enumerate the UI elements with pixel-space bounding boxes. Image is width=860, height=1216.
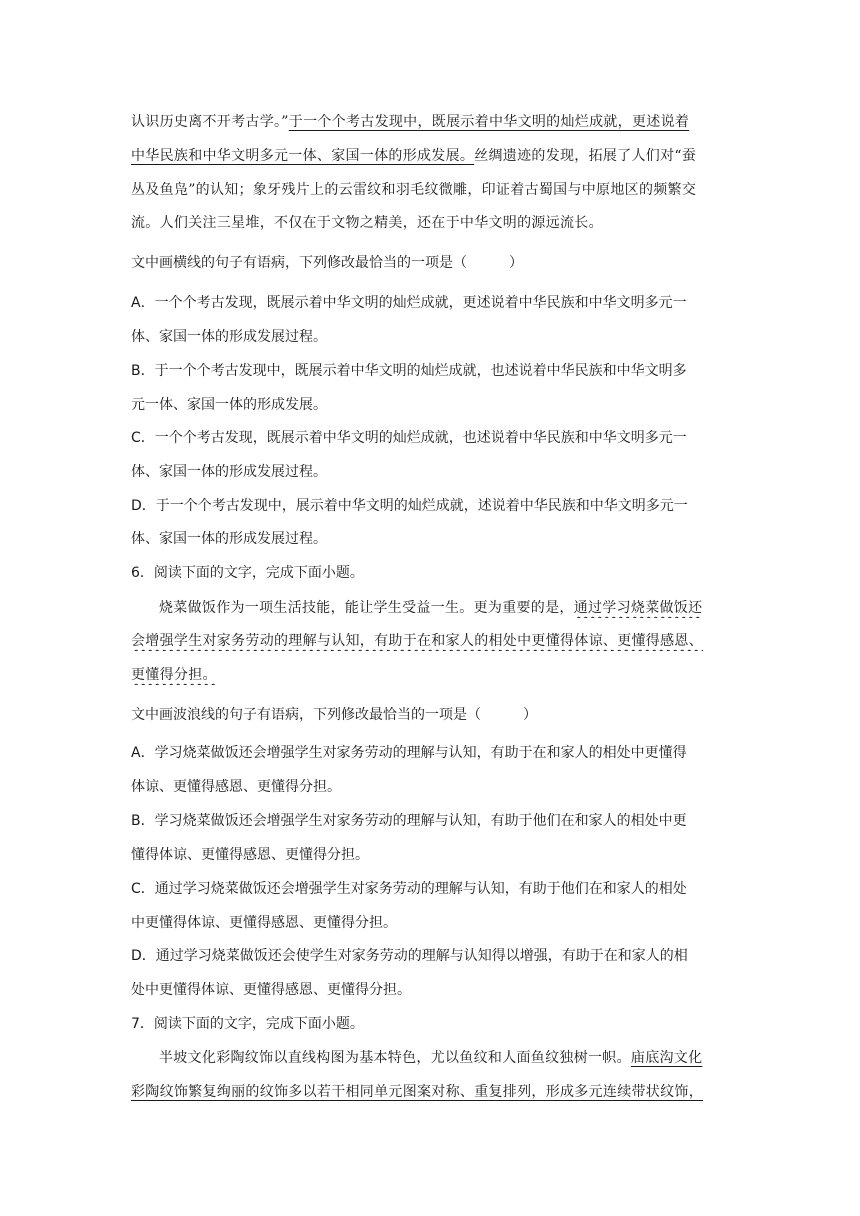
q6-option-d[interactable]: D．通过学习烧菜做饭还会使学生对家务劳动的理解与认知得以增强，有助于在和家人的相	[131, 948, 688, 964]
underlined-sentence: 彩陶纹饰繁复绚丽的纹饰多以若干相同单元图案对称、重复排列，形成多元连续带状纹饰，	[131, 1084, 703, 1100]
passage5-line-3: 丛及鱼凫”的认知；象牙残片上的云雷纹和羽毛纹微雕，印证着古蜀国与中原地区的频繁交	[131, 182, 697, 198]
q6-option-b[interactable]: B．学习烧菜做饭还会增强学生对家务劳动的理解与认知，有助于他们在和家人的相处中更	[131, 813, 687, 829]
underlined-sentence: 庙底沟文化	[630, 1050, 703, 1066]
q5-option-b[interactable]: B．于一个个考古发现中，既展示着中华文明的灿烂成就，也述说着中华民族和中华文明多	[131, 363, 687, 379]
q5-option-c-cont: 体、家国一体的形成发展过程。	[131, 464, 327, 480]
q5-stem: 文中画横线的句子有语病，下列修改最恰当的一项是（ ）	[131, 255, 523, 271]
passage5-line-2	[131, 146, 731, 166]
passage5-line-4: 流。人们关注三星堆，不仅在于文物之精美，还在于中华文明的源远流长。	[131, 215, 603, 231]
q6-heading: 6．阅读下面的文字，完成下面小题。	[131, 565, 364, 581]
q5-option-c[interactable]: C．一个个考古发现，既展示着中华文明的灿烂成就，也述说着中华民族和中华文明多元一	[131, 430, 687, 446]
underlined-sentence: 于一个个考古发现中，既展示着中华文明的灿烂成就，更述说着	[288, 114, 690, 130]
q5-option-d-cont: 体、家国一体的形成发展过程。	[131, 531, 327, 547]
passage5-text: 认识历史离不开考古学。”	[131, 114, 289, 130]
wavy-underlined-sentence: 通过学习烧菜做饭还	[573, 600, 703, 616]
q7-heading: 7．阅读下面的文字，完成下面小题。	[131, 1016, 364, 1032]
q6-option-a[interactable]: A．学习烧菜做饭还会增强学生对家务劳动的理解与认知，有助于在和家人的相处中更懂得	[131, 745, 687, 761]
passage5-line-1	[131, 112, 731, 132]
q6-option-a-cont: 体谅、更懂得感恩、更懂得分担。	[131, 779, 341, 795]
wavy-underlined-sentence: 更懂得分担。	[131, 667, 217, 683]
wavy-underlined-sentence: 会增强学生对家务劳动的理解与认知，有助于在和家人的相处中更懂得体谅、更懂得感恩、	[131, 633, 703, 649]
q6-passage-line-3	[131, 665, 731, 685]
passage5-text: 丝绸遗迹的发现，拓展了人们对“蚕	[474, 148, 697, 164]
q7-passage-line-1	[159, 1048, 731, 1068]
q6-option-b-cont: 懂得体谅、更懂得感恩、更懂得分担。	[131, 847, 369, 863]
q6-option-d-cont: 处中更懂得体谅、更懂得感恩、更懂得分担。	[131, 982, 411, 998]
passage6-text: 烧菜做饭作为一项生活技能，能让学生受益一生。更为重要的是，	[159, 600, 574, 616]
q5-option-d[interactable]: D．于一个个考古发现中，展示着中华文明的灿烂成就，述说着中华民族和中华文明多元一	[131, 498, 688, 514]
q5-option-b-cont: 元一体、家国一体的形成发展。	[131, 397, 327, 413]
q5-option-a[interactable]: A．一个个考古发现，既展示着中华文明的灿烂成就，更述说着中华民族和中华文明多元一	[131, 295, 687, 311]
q6-stem: 文中画波浪线的句子有语病，下列修改最恰当的一项是（ ）	[131, 707, 537, 723]
q6-option-c-cont: 中更懂得体谅、更懂得感恩、更懂得分担。	[131, 915, 397, 931]
underlined-sentence: 中华民族和中华文明多元一体、家国一体的形成发展。	[131, 148, 475, 164]
passage7-text: 半坡文化彩陶纹饰以直线构图为基本特色，尤以鱼纹和人面鱼纹独树一帜。	[159, 1050, 631, 1066]
q6-passage-line-1	[159, 598, 731, 618]
q5-option-a-cont: 体、家国一体的形成发展过程。	[131, 329, 327, 345]
q7-passage-line-2	[131, 1082, 731, 1102]
q6-passage-line-2	[131, 631, 731, 651]
q6-option-c[interactable]: C．通过学习烧菜做饭还会增强学生对家务劳动的理解与认知，有助于他们在和家人的相处	[131, 881, 687, 897]
